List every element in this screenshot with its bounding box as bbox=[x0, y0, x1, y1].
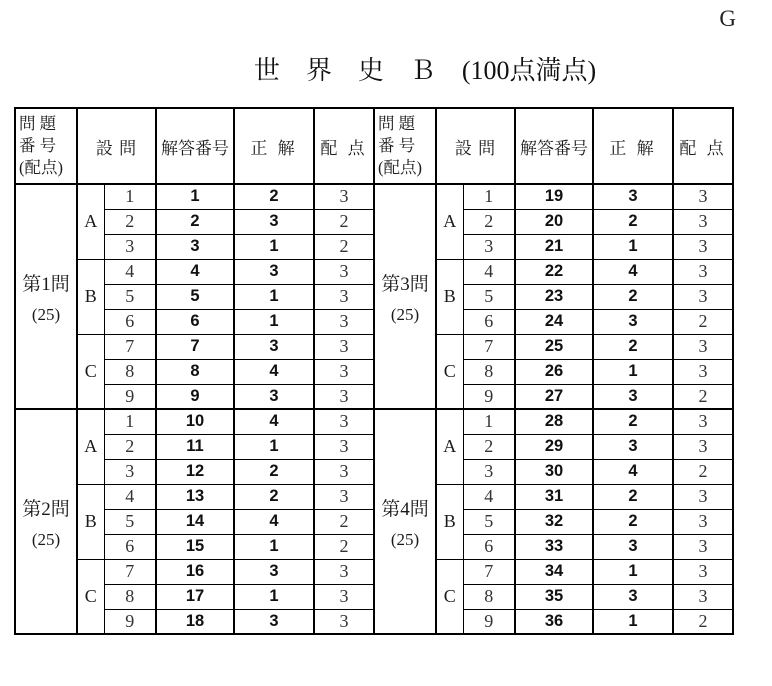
correct-answer-cell: 3 bbox=[234, 259, 314, 284]
setsumon-letter-cell: B bbox=[436, 484, 463, 559]
points-cell: 3 bbox=[673, 359, 733, 384]
points-cell: 3 bbox=[673, 409, 733, 434]
setsumon-number-cell: 7 bbox=[463, 559, 515, 584]
points-cell: 3 bbox=[314, 409, 374, 434]
correct-answer-cell: 1 bbox=[234, 584, 314, 609]
setsumon-letter-cell: C bbox=[77, 334, 104, 409]
answer-number-cell: 24 bbox=[515, 309, 593, 334]
points-cell: 2 bbox=[314, 534, 374, 559]
answer-number-cell: 10 bbox=[156, 409, 234, 434]
correct-answer-cell: 2 bbox=[234, 184, 314, 209]
points-cell: 3 bbox=[673, 284, 733, 309]
setsumon-number-cell: 4 bbox=[463, 484, 515, 509]
points-cell: 3 bbox=[314, 309, 374, 334]
header-row bbox=[15, 108, 374, 184]
setsumon-number-cell: 6 bbox=[463, 534, 515, 559]
setsumon-number-cell: 7 bbox=[463, 334, 515, 359]
correct-answer-cell: 2 bbox=[593, 409, 673, 434]
points-cell: 3 bbox=[673, 559, 733, 584]
correct-answer-header: 正 解 bbox=[593, 108, 673, 184]
question-number-cell bbox=[374, 409, 436, 634]
points-cell: 3 bbox=[673, 484, 733, 509]
question-number-cell bbox=[15, 184, 77, 409]
setsumon-header: 設 問 bbox=[77, 108, 156, 184]
header-row bbox=[374, 108, 733, 184]
setsumon-letter-cell: A bbox=[77, 184, 104, 259]
setsumon-number-cell: 3 bbox=[463, 234, 515, 259]
correct-answer-cell: 3 bbox=[593, 434, 673, 459]
table-body bbox=[374, 184, 733, 634]
correct-answer-cell: 2 bbox=[593, 509, 673, 534]
correct-answer-cell: 4 bbox=[234, 409, 314, 434]
setsumon-number-cell: 4 bbox=[104, 484, 156, 509]
correct-answer-cell: 3 bbox=[593, 309, 673, 334]
setsumon-number-cell: 8 bbox=[104, 584, 156, 609]
correct-answer-cell: 1 bbox=[234, 234, 314, 259]
table-row bbox=[15, 409, 374, 434]
answer-number-cell: 30 bbox=[515, 459, 593, 484]
answer-number-cell: 20 bbox=[515, 209, 593, 234]
setsumon-number-cell: 3 bbox=[104, 234, 156, 259]
points-cell: 3 bbox=[673, 334, 733, 359]
answer-number-cell: 1 bbox=[156, 184, 234, 209]
answer-number-cell: 32 bbox=[515, 509, 593, 534]
setsumon-letter-cell: C bbox=[436, 334, 463, 409]
question-label: 第1問 bbox=[22, 273, 70, 295]
correct-answer-header: 正 解 bbox=[234, 108, 314, 184]
answer-number-cell: 15 bbox=[156, 534, 234, 559]
answer-number-cell: 26 bbox=[515, 359, 593, 384]
answer-table-left bbox=[14, 107, 375, 635]
correct-answer-cell: 1 bbox=[234, 534, 314, 559]
correct-answer-cell: 2 bbox=[234, 484, 314, 509]
correct-answer-cell: 1 bbox=[593, 559, 673, 584]
points-cell: 2 bbox=[314, 209, 374, 234]
correct-answer-cell: 4 bbox=[234, 509, 314, 534]
setsumon-number-cell: 2 bbox=[463, 434, 515, 459]
points-cell: 3 bbox=[314, 484, 374, 509]
points-cell: 2 bbox=[673, 609, 733, 634]
table-header bbox=[15, 108, 374, 184]
question-number-header bbox=[374, 108, 436, 184]
points-cell: 3 bbox=[673, 234, 733, 259]
setsumon-number-cell: 8 bbox=[104, 359, 156, 384]
answer-number-cell: 25 bbox=[515, 334, 593, 359]
question-number-header-line2: 番 号 bbox=[378, 136, 416, 156]
table-header bbox=[374, 108, 733, 184]
answer-number-cell: 8 bbox=[156, 359, 234, 384]
correct-answer-cell: 3 bbox=[234, 559, 314, 584]
points-cell: 3 bbox=[314, 184, 374, 209]
answer-number-cell: 14 bbox=[156, 509, 234, 534]
setsumon-number-cell: 7 bbox=[104, 334, 156, 359]
correct-answer-cell: 2 bbox=[593, 284, 673, 309]
answer-tables-container bbox=[14, 107, 734, 635]
correct-answer-cell: 2 bbox=[593, 209, 673, 234]
correct-answer-cell: 3 bbox=[234, 609, 314, 634]
points-cell: 3 bbox=[314, 609, 374, 634]
setsumon-letter-cell: A bbox=[77, 409, 104, 484]
points-cell: 3 bbox=[314, 359, 374, 384]
points-cell: 3 bbox=[673, 184, 733, 209]
points-cell: 2 bbox=[673, 309, 733, 334]
answer-number-cell: 33 bbox=[515, 534, 593, 559]
setsumon-number-cell: 9 bbox=[463, 384, 515, 409]
points-cell: 3 bbox=[314, 284, 374, 309]
points-header: 配 点 bbox=[673, 108, 733, 184]
question-label: 第2問 bbox=[22, 498, 70, 520]
setsumon-number-cell: 8 bbox=[463, 359, 515, 384]
page-title: 世 界 史 Ｂ (100点満点) bbox=[253, 56, 597, 85]
answer-number-cell: 35 bbox=[515, 584, 593, 609]
correct-answer-cell: 2 bbox=[593, 334, 673, 359]
points-cell: 3 bbox=[314, 584, 374, 609]
answer-number-cell: 3 bbox=[156, 234, 234, 259]
table-row bbox=[374, 184, 733, 209]
answer-number-cell: 29 bbox=[515, 434, 593, 459]
setsumon-number-cell: 5 bbox=[463, 284, 515, 309]
answer-number-cell: 36 bbox=[515, 609, 593, 634]
setsumon-number-cell: 9 bbox=[104, 384, 156, 409]
question-number-header-line1: 問 題 bbox=[378, 114, 416, 134]
answer-number-cell: 27 bbox=[515, 384, 593, 409]
answer-number-cell: 28 bbox=[515, 409, 593, 434]
setsumon-letter-cell: C bbox=[436, 559, 463, 634]
answer-number-cell: 5 bbox=[156, 284, 234, 309]
answer-number-header: 解答番号 bbox=[515, 108, 593, 184]
setsumon-number-cell: 1 bbox=[104, 409, 156, 434]
setsumon-number-cell: 6 bbox=[463, 309, 515, 334]
setsumon-number-cell: 6 bbox=[104, 309, 156, 334]
setsumon-letter-cell: B bbox=[77, 484, 104, 559]
points-cell: 3 bbox=[314, 434, 374, 459]
setsumon-number-cell: 3 bbox=[463, 459, 515, 484]
setsumon-number-cell: 2 bbox=[104, 434, 156, 459]
setsumon-number-cell: 5 bbox=[104, 509, 156, 534]
correct-answer-cell: 3 bbox=[593, 184, 673, 209]
question-points-label: (25) bbox=[390, 529, 420, 549]
answer-number-cell: 18 bbox=[156, 609, 234, 634]
setsumon-letter-cell: B bbox=[77, 259, 104, 334]
points-cell: 3 bbox=[673, 509, 733, 534]
correct-answer-cell: 3 bbox=[593, 384, 673, 409]
answer-number-cell: 12 bbox=[156, 459, 234, 484]
question-label: 第4問 bbox=[381, 498, 429, 520]
correct-answer-cell: 3 bbox=[234, 334, 314, 359]
setsumon-number-cell: 1 bbox=[463, 184, 515, 209]
correct-answer-cell: 3 bbox=[234, 209, 314, 234]
question-number-header-line3: (配点) bbox=[19, 157, 63, 177]
answer-number-header: 解答番号 bbox=[156, 108, 234, 184]
answer-number-cell: 2 bbox=[156, 209, 234, 234]
table-row bbox=[15, 184, 374, 209]
setsumon-number-cell: 2 bbox=[104, 209, 156, 234]
page-corner-label: G bbox=[719, 6, 736, 31]
correct-answer-cell: 3 bbox=[593, 584, 673, 609]
table-row bbox=[374, 409, 733, 434]
answer-number-cell: 17 bbox=[156, 584, 234, 609]
correct-answer-cell: 1 bbox=[593, 359, 673, 384]
answer-number-cell: 23 bbox=[515, 284, 593, 309]
setsumon-number-cell: 1 bbox=[104, 184, 156, 209]
correct-answer-cell: 3 bbox=[593, 534, 673, 559]
answer-number-cell: 7 bbox=[156, 334, 234, 359]
correct-answer-cell: 2 bbox=[234, 459, 314, 484]
setsumon-header: 設 問 bbox=[436, 108, 515, 184]
correct-answer-cell: 4 bbox=[234, 359, 314, 384]
question-number-header-line1: 問 題 bbox=[19, 114, 57, 134]
question-number-header bbox=[15, 108, 77, 184]
answer-number-cell: 16 bbox=[156, 559, 234, 584]
answer-number-cell: 19 bbox=[515, 184, 593, 209]
points-cell: 3 bbox=[673, 209, 733, 234]
question-label: 第3問 bbox=[381, 273, 429, 295]
question-points-label: (25) bbox=[390, 304, 420, 324]
correct-answer-cell: 1 bbox=[593, 234, 673, 259]
setsumon-number-cell: 2 bbox=[463, 209, 515, 234]
table-body bbox=[15, 184, 374, 634]
answer-number-cell: 4 bbox=[156, 259, 234, 284]
setsumon-number-cell: 9 bbox=[463, 609, 515, 634]
points-cell: 2 bbox=[314, 509, 374, 534]
points-cell: 3 bbox=[673, 259, 733, 284]
answer-table-right bbox=[373, 107, 734, 635]
setsumon-letter-cell: B bbox=[436, 259, 463, 334]
points-cell: 3 bbox=[673, 534, 733, 559]
question-points-label: (25) bbox=[31, 304, 61, 324]
question-number-header-line3: (配点) bbox=[378, 157, 422, 177]
answer-number-cell: 31 bbox=[515, 484, 593, 509]
correct-answer-cell: 1 bbox=[234, 309, 314, 334]
points-header: 配 点 bbox=[314, 108, 374, 184]
answer-number-cell: 21 bbox=[515, 234, 593, 259]
setsumon-letter-cell: A bbox=[436, 184, 463, 259]
setsumon-number-cell: 4 bbox=[463, 259, 515, 284]
points-cell: 3 bbox=[314, 334, 374, 359]
setsumon-number-cell: 8 bbox=[463, 584, 515, 609]
correct-answer-cell: 2 bbox=[593, 484, 673, 509]
setsumon-letter-cell: C bbox=[77, 559, 104, 634]
points-cell: 3 bbox=[314, 559, 374, 584]
points-cell: 3 bbox=[314, 459, 374, 484]
points-cell: 3 bbox=[314, 384, 374, 409]
setsumon-number-cell: 9 bbox=[104, 609, 156, 634]
answer-number-cell: 6 bbox=[156, 309, 234, 334]
setsumon-letter-cell: A bbox=[436, 409, 463, 484]
points-cell: 2 bbox=[673, 384, 733, 409]
correct-answer-cell: 4 bbox=[593, 259, 673, 284]
answer-number-cell: 34 bbox=[515, 559, 593, 584]
question-number-cell bbox=[15, 409, 77, 634]
setsumon-number-cell: 4 bbox=[104, 259, 156, 284]
setsumon-number-cell: 3 bbox=[104, 459, 156, 484]
answer-number-cell: 13 bbox=[156, 484, 234, 509]
question-points-label: (25) bbox=[31, 529, 61, 549]
points-cell: 2 bbox=[314, 234, 374, 259]
points-cell: 3 bbox=[314, 259, 374, 284]
points-cell: 2 bbox=[673, 459, 733, 484]
setsumon-number-cell: 1 bbox=[463, 409, 515, 434]
correct-answer-cell: 1 bbox=[234, 284, 314, 309]
answer-number-cell: 9 bbox=[156, 384, 234, 409]
answer-number-cell: 11 bbox=[156, 434, 234, 459]
correct-answer-cell: 1 bbox=[234, 434, 314, 459]
setsumon-number-cell: 5 bbox=[463, 509, 515, 534]
answer-number-cell: 22 bbox=[515, 259, 593, 284]
correct-answer-cell: 1 bbox=[593, 609, 673, 634]
question-number-cell bbox=[374, 184, 436, 409]
correct-answer-cell: 4 bbox=[593, 459, 673, 484]
setsumon-number-cell: 6 bbox=[104, 534, 156, 559]
points-cell: 3 bbox=[673, 584, 733, 609]
points-cell: 3 bbox=[673, 434, 733, 459]
question-number-header-line2: 番 号 bbox=[19, 136, 57, 156]
setsumon-number-cell: 5 bbox=[104, 284, 156, 309]
setsumon-number-cell: 7 bbox=[104, 559, 156, 584]
correct-answer-cell: 3 bbox=[234, 384, 314, 409]
